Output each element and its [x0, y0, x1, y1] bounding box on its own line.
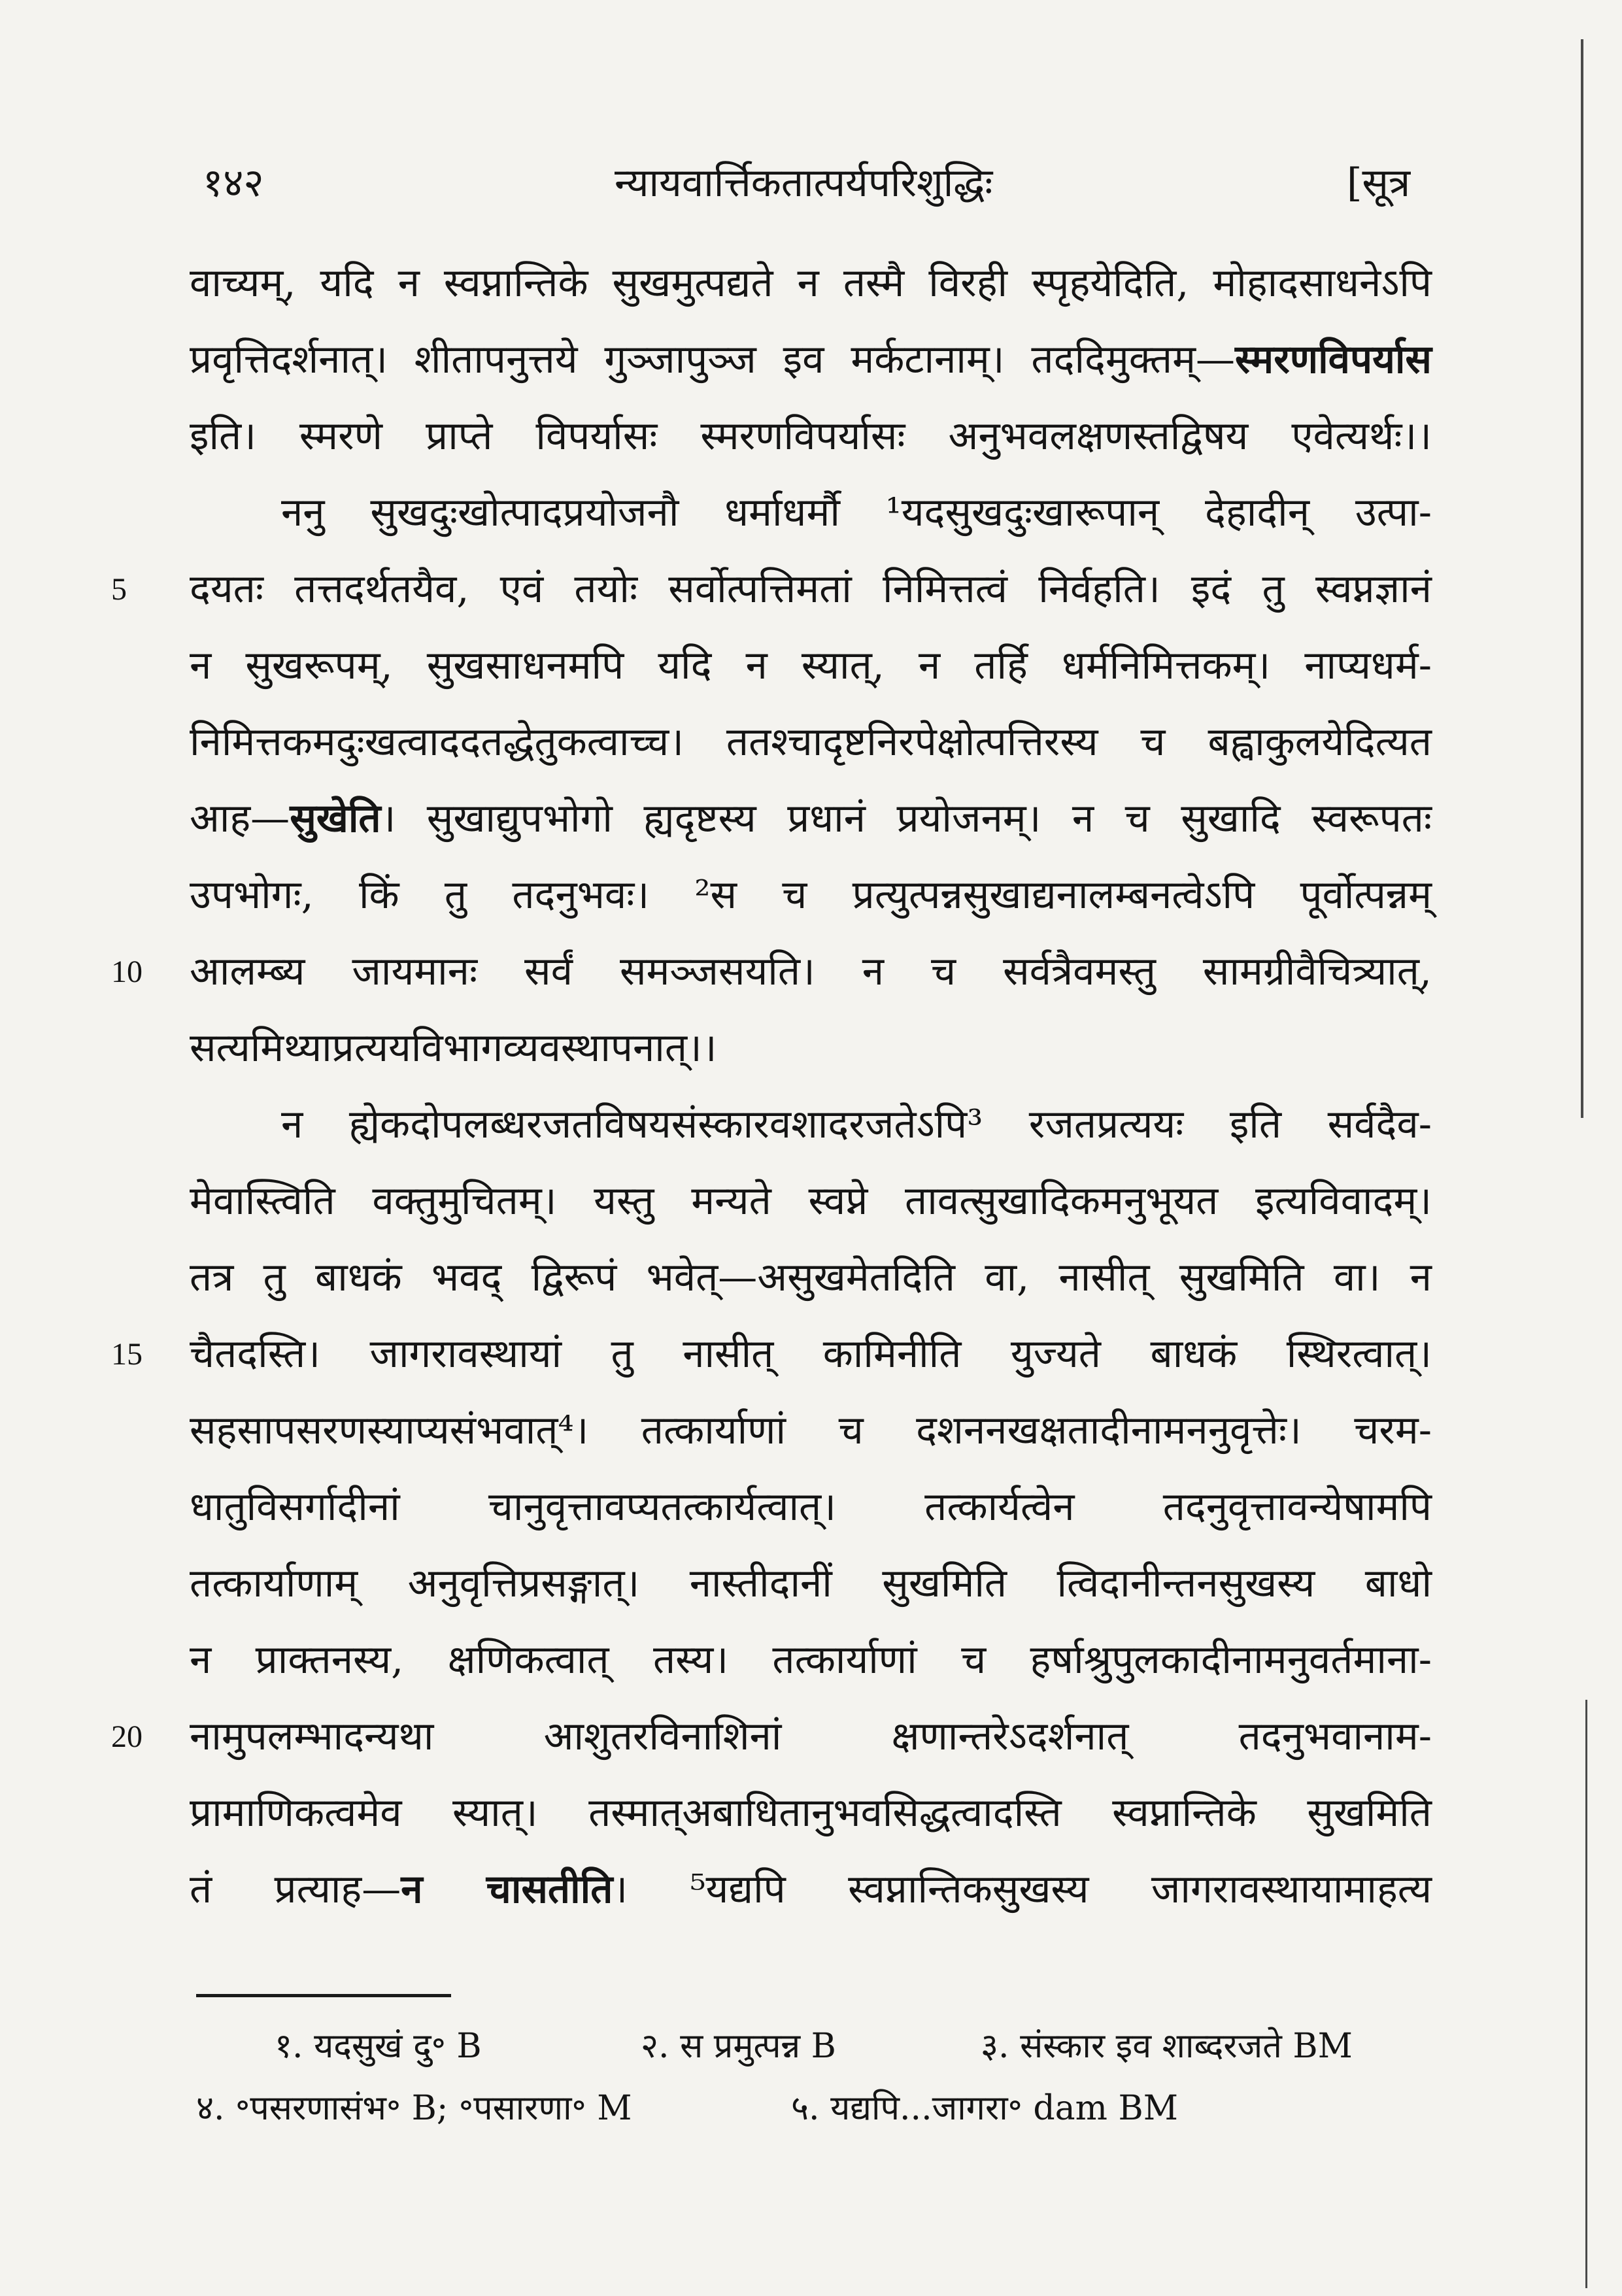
line-number: 10 — [111, 954, 143, 989]
main-text — [111, 245, 1432, 1928]
text-line: 20 नामुपलम्भादन्यथा आशुतरविनाशिनां क्षणान्तरेऽदर्शनात् तदनुभवानाम- — [190, 1698, 1432, 1775]
text-line: न सुखरूपम्, सुखसाधनमपि यदि न स्यात्, न तर्हि धर्मनिमित्तकम्। नाप्यधर्म- — [190, 643, 1432, 688]
text-line: तत्र तु बाधकं भवद् द्विरूपं भवेत्—असुखमेतदिति वा, नासीत् सुखमिति वा। न — [190, 1255, 1432, 1300]
bold-term: न चासतीति — [401, 1866, 613, 1912]
text-line: उपभोगः, किं तु तदनुभवः। ²स च प्रत्युत्पन्नसुखाद्यनालम्बनत्वेऽपि पूर्वोत्पन्नम् — [190, 872, 1432, 918]
line-number: 20 — [111, 1719, 143, 1754]
footnote: ३. संस्कार इव शाब्दरजते BM — [981, 2027, 1353, 2066]
text-line: तं प्रत्याह—न चासतीति। ⁵यद्यपि स्वप्नान्तिकसुखस्य जागरावस्थायामाहत्य — [190, 1866, 1432, 1912]
text-line: धातुविसर्गादीनां चानुवृत्तावप्यतत्कार्यत्वात्। तत्कार्यत्वेन तदनुवृत्तावन्येषामपि — [190, 1484, 1432, 1530]
footnote: १. यदसुखं दु॰ B — [275, 2027, 482, 2066]
text-line: निमित्तकमदुःखत्वाददतद्धेतुकत्वाच्च। ततश्चादृष्टनिरपेक्षोत्पत्तिरस्य च बह्वाकुलयेदित्यत — [190, 719, 1432, 765]
page-number: १४२ — [203, 160, 264, 206]
text-line: सहसापसरणस्याप्यसंभवात्⁴। तत्कार्याणां च दशननखक्षतादीनामननुवृत्तेः। चरम- — [190, 1408, 1432, 1453]
footnote-rule — [196, 1994, 451, 1997]
section-marker: [सूत्र — [1347, 160, 1411, 206]
text-line: इति। स्मरणे प्राप्ते विपर्यासः स्मरणविपर्यासः अनुभवलक्षणस्तद्विषय एवेत्यर्थः।। — [190, 413, 1432, 459]
text-line: 5 दयतः तत्तदर्थतयैव, एवं तयोः सर्वोत्पत्तिमतां निमित्तत्वं निर्वहति। इदं तु स्वप्नज्ञानं — [190, 551, 1432, 628]
line-number: 15 — [111, 1337, 143, 1372]
bold-term: स्मरणविपर्यास — [1234, 337, 1432, 382]
running-title: न्यायवार्त्तिकतात्पर्यपरिशुद्धिः — [615, 160, 993, 206]
footnote: ४. ॰पसरणासंभ॰ B; ॰पसारणा॰ M — [196, 2089, 632, 2128]
scan-edge-line — [1581, 39, 1583, 1118]
text-line: सत्यमिथ्याप्रत्ययविभागव्यवस्थापनात्।। — [190, 1025, 717, 1071]
text-line: तत्कार्याणाम् अनुवृत्तिप्रसङ्गात्। नास्तीदानीं सुखमिति त्विदानीन्तनसुखस्य बाधो — [190, 1561, 1432, 1606]
text-line: न ह्येकदोपलब्धरजतविषयसंस्कारवशादरजतेऽपि³ रजतप्रत्ययः इति सर्वदैव- — [281, 1102, 1432, 1147]
text-line: आह—सुखेति। सुखाद्युपभोगो ह्यदृष्टस्य प्रधानं प्रयोजनम्। न च सुखादि स्वरूपतः — [190, 796, 1432, 841]
footnote: ५. यद्यपि...जागरा॰ dam BM — [791, 2089, 1178, 2128]
text-line: वाच्यम्, यदि न स्वप्नान्तिके सुखमुत्पद्यते न तस्मै विरही स्पृहयेदिति, मोहादसाधनेऽपि — [190, 260, 1432, 306]
bold-term: सुखेति — [290, 796, 381, 841]
text-line: ननु सुखदुःखोत्पादप्रयोजनौ धर्माधर्मौ ¹यदसुखदुःखारूपान् देहादीन् उत्पा- — [281, 490, 1432, 535]
footnote: २. स प्रमुत्पन्न B — [641, 2027, 836, 2066]
line-number: 5 — [111, 572, 127, 607]
text-line: प्रामाणिकत्वमेव स्यात्। तस्मात्अबाधितानुभवसिद्धत्वादस्ति स्वप्नान्तिके सुखमिति — [190, 1790, 1432, 1836]
text-line: 15 चैतदस्ति। जागरावस्थायां तु नासीत् कामिनीति युज्यते बाधकं स्थिरत्वात्। — [190, 1316, 1432, 1393]
scan-edge-line — [1585, 1700, 1587, 2288]
text-line: प्रवृत्तिदर्शनात्। शीतापनुत्तये गुञ्जापुञ्ज इव मर्कटानाम्। तददिमुक्तम्—स्मरणविपर्यास — [190, 337, 1432, 382]
text-line: 10 आलम्ब्य जायमानः सर्वं समञ्जसयति। न च सर्वत्रैवमस्तु सामग्रीवैचित्र्यात्, — [190, 934, 1432, 1010]
text-line: मेवास्त्विति वक्तुमुचितम्। यस्तु मन्यते स्वप्ने तावत्सुखादिकमनुभूयत इत्यविवादम्। — [190, 1178, 1432, 1224]
text-line: न प्राक्तनस्य, क्षणिकत्वात् तस्य। तत्कार्याणां च हर्षाश्रुपुलकादीनामनुवर्तमाना- — [190, 1637, 1432, 1683]
